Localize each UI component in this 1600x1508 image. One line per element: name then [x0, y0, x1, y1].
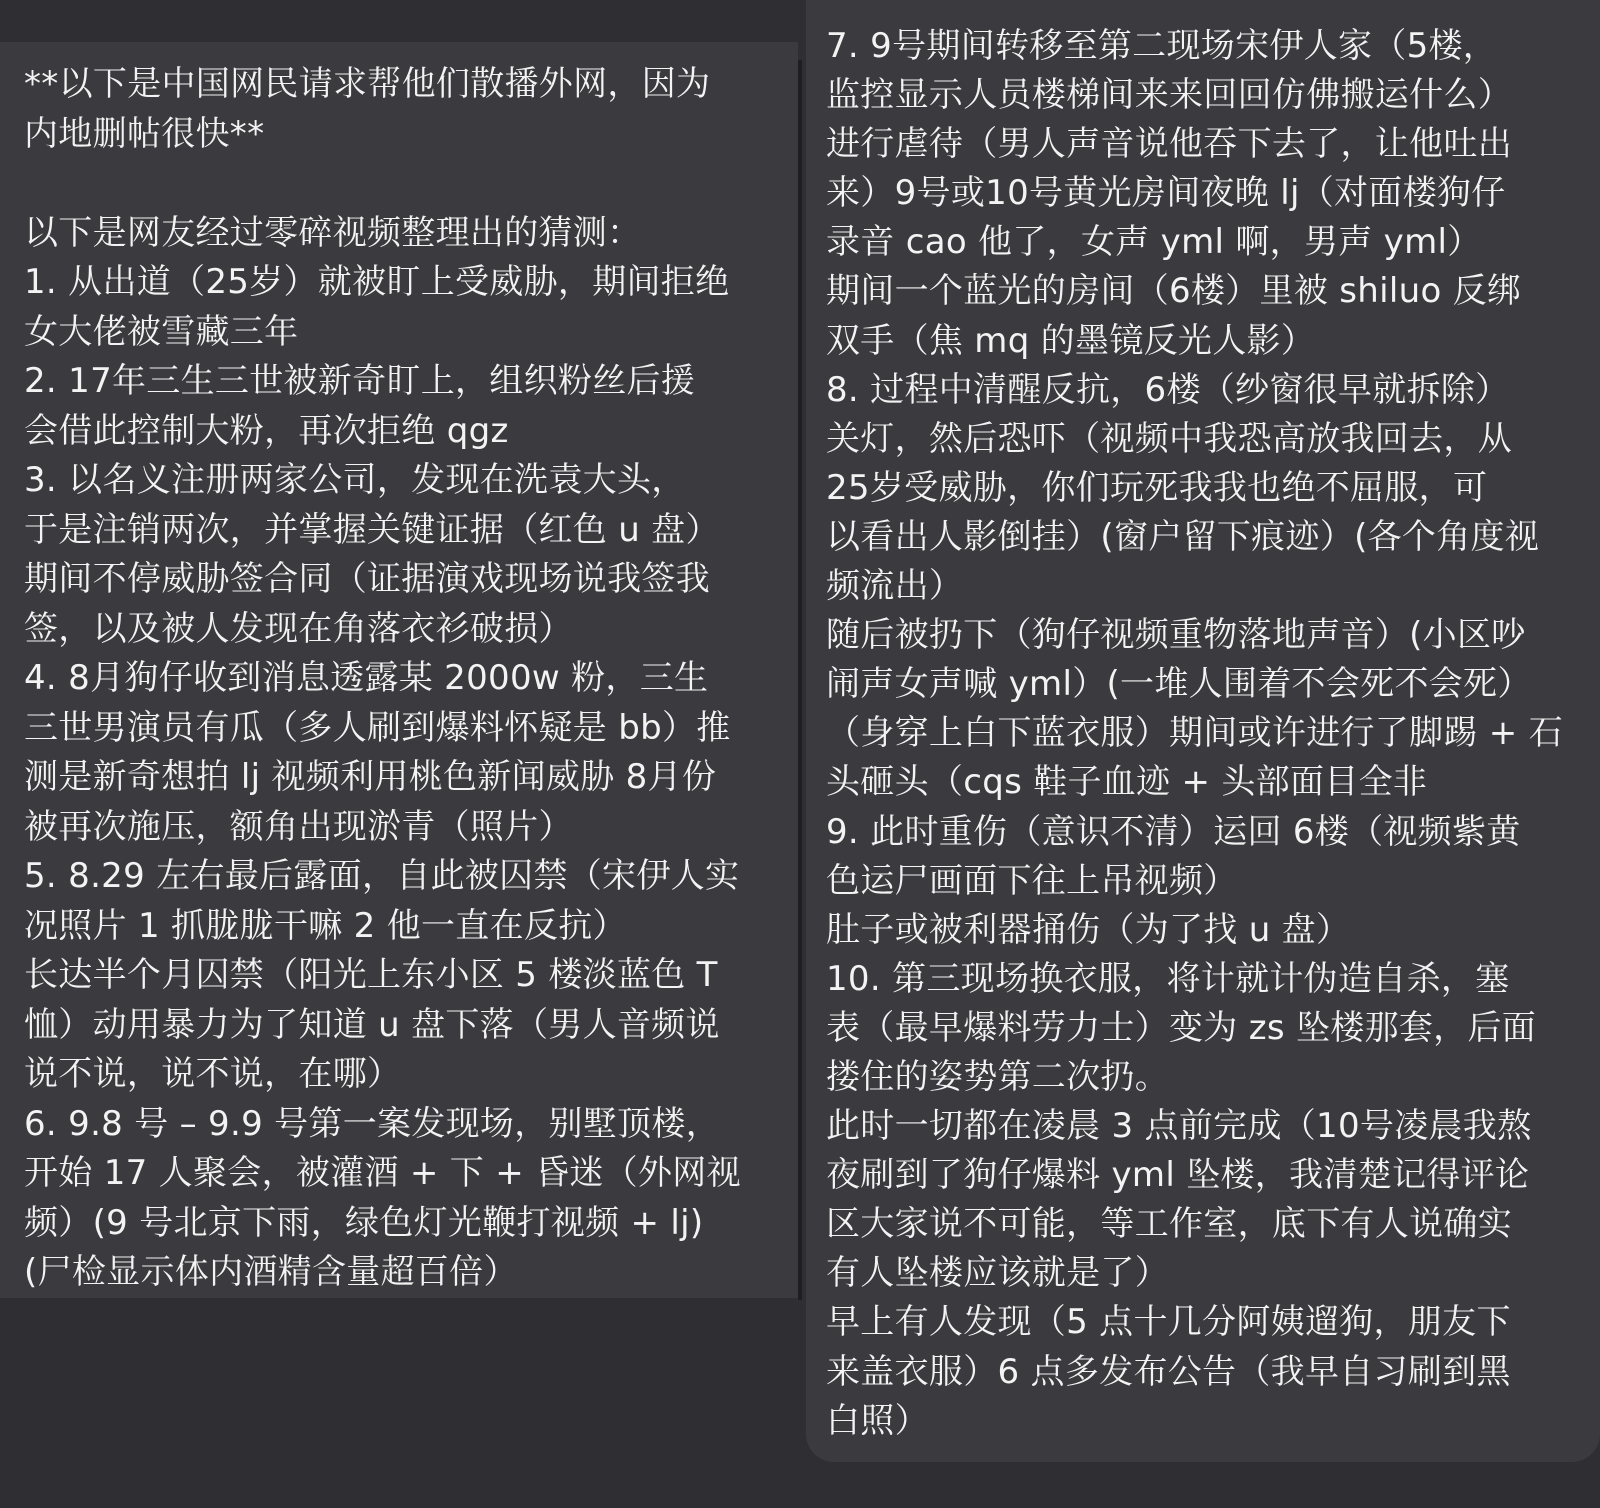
left-text-panel	[0, 42, 798, 1298]
right-panel-text-line: 7. 9号期间转移至第二现场宋伊人家（5楼，	[826, 26, 1498, 66]
right-panel-text-line: 来）9号或10号黄光房间夜晚 lj（对面楼狗仔	[826, 173, 1506, 214]
right-panel-text-line: 关灯，然后恐吓（视频中我恐高放我回去，从	[826, 418, 1512, 459]
left-panel-text-line	[24, 159, 798, 209]
right-panel-text-line: 表（最早爆料劳力士）变为 zs 坠楼那套，后面	[826, 1007, 1537, 1048]
right-panel-text-line: 闹声女声喊 yml）(一堆人围着不会死不会死）	[826, 664, 1532, 705]
right-panel-text-line: 区大家说不可能，等工作室，底下有人说确实	[826, 1204, 1512, 1245]
left-panel-text-line: **以下是中国网民请求帮他们散播外网，因为	[24, 64, 711, 104]
right-panel-text-line: 双手（焦 mq 的墨镜反光人影）	[826, 320, 1316, 361]
right-panel-text-line: 10. 第三现场换衣服，将计就计伪造自杀，塞	[826, 958, 1510, 999]
left-panel-text-line: 长达半个月囚禁（阳光上东小区 5 楼淡蓝色 T	[24, 955, 718, 995]
right-panel-text-line: 进行虐待（男人声音说他吞下去了，让他吐出	[826, 124, 1512, 165]
left-panel-text-line: 签，以及被人发现在角落衣衫破损）	[24, 608, 573, 649]
left-panel-text-line: 女大佬被雪藏三年	[24, 311, 299, 352]
left-panel-text-line: 测是新奇想拍 lj 视频利用桃色新闻威胁 8月份	[24, 757, 717, 797]
right-panel-text-line: 色运尸画面下往上吊视频）	[826, 860, 1238, 901]
left-panel-text-line: 会借此控制大粉，再次拒绝 qgz	[24, 410, 509, 451]
left-panel-text-line: 说不说，说不说，在哪）	[24, 1054, 402, 1094]
left-panel-text-line: 2. 17年三生三世被新奇盯上，组织粉丝后援	[24, 361, 696, 401]
left-panel-text-line: 三世男演员有瓜（多人刷到爆料怀疑是 bb）推	[24, 707, 731, 748]
right-panel-text-line: 白照）	[826, 1400, 929, 1441]
right-panel-text-line: 此时一切都在凌晨 3 点前完成（10号凌晨我熬	[826, 1106, 1532, 1147]
right-panel-text-line: 早上有人发现（5 点十几分阿姨遛狗，朋友下	[826, 1302, 1511, 1343]
left-panel-text-line: 6. 9.8 号 – 9.9 号第一案发现场，别墅顶楼，	[24, 1103, 721, 1144]
right-panel-text-line: 以看出人影倒挂）(窗户留下痕迹）(各个角度视	[826, 516, 1540, 557]
right-panel-text-line: 肚子或被利器捅伤（为了找 u 盘）	[826, 909, 1351, 950]
right-panel-text-line: 搂住的姿势第二次扔。	[826, 1056, 1169, 1097]
left-panel-text-line: 3. 以名义注册两家公司，发现在洗袁大头，	[24, 460, 686, 500]
right-panel-text-line: 25岁受威胁，你们玩死我我也绝不屈服，可	[826, 467, 1488, 508]
right-panel-text-line: 夜刷到了狗仔爆料 yml 坠楼，我清楚记得评论	[826, 1155, 1530, 1196]
left-panel-text-line: (尸检显示体内酒精含量超百倍）	[24, 1252, 518, 1292]
left-panel-text-line: 况照片 1 抓胧胧干嘛 2 他一直在反抗）	[24, 905, 627, 946]
right-panel-text-line: 来盖衣服）6 点多发布公告（我早自习刷到黑	[826, 1351, 1511, 1392]
right-panel-text-line: 9. 此时重伤（意识不清）运回 6楼（视频紫黄	[826, 811, 1521, 852]
left-panel-text-line: 于是注销两次，并掌握关键证据（红色 u 盘）	[24, 509, 720, 550]
right-panel-text-line: 录音 cao 他了，女声 yml 啊，男声 yml）	[826, 222, 1482, 263]
right-panel-text-line: 有人坠楼应该就是了）	[826, 1253, 1169, 1294]
left-panel-text-line: 5. 8.29 左右最后露面，自此被囚禁（宋伊人实	[24, 856, 740, 896]
left-panel-text-line: 恤）动用暴力为了知道 u 盘下落（男人音频说	[24, 1004, 720, 1045]
left-panel-text-line: 频）(9 号北京下雨，绿色灯光鞭打视频 + lj)	[24, 1202, 704, 1243]
left-panel-text-line: 被再次施压，额角出现淤青（照片）	[24, 806, 573, 847]
right-panel-text-line: 随后被扔下（狗仔视频重物落地声音）(小区吵	[826, 615, 1526, 656]
left-panel-text-line: 4. 8月狗仔收到消息透露某 2000w 粉，三生	[24, 658, 709, 698]
left-panel-text-line: 1. 从出道（25岁）就被盯上受威胁，期间拒绝	[24, 262, 730, 302]
right-panel-text-line: 监控显示人员楼梯间来来回回仿佛搬运什么）	[826, 75, 1512, 116]
left-panel-text-line: 内地删帖很快**	[24, 113, 265, 154]
right-panel-text-line: 频流出）	[826, 566, 964, 607]
right-panel-text-line: 8. 过程中清醒反抗，6楼（纱窗很早就拆除）	[826, 369, 1510, 410]
right-text-panel	[806, 0, 1600, 1462]
left-panel-text-line: 开始 17 人聚会，被灌酒 + 下 + 昏迷（外网视	[24, 1153, 741, 1193]
column-divider	[798, 60, 802, 1300]
left-panel-text-line: 期间不停威胁签合同（证据演戏现场说我签我	[24, 559, 710, 599]
right-panel-text-line: （身穿上白下蓝衣服）期间或许进行了脚踢 + 石	[826, 713, 1564, 754]
left-panel-text-line: 以下是网友经过零碎视频整理出的猜测：	[24, 212, 642, 253]
right-panel-text-line: 头砸头（cqs 鞋子血迹 + 头部面目全非	[826, 762, 1428, 803]
right-panel-text-line: 期间一个蓝光的房间（6楼）里被 shiluo 反绑	[826, 271, 1522, 312]
